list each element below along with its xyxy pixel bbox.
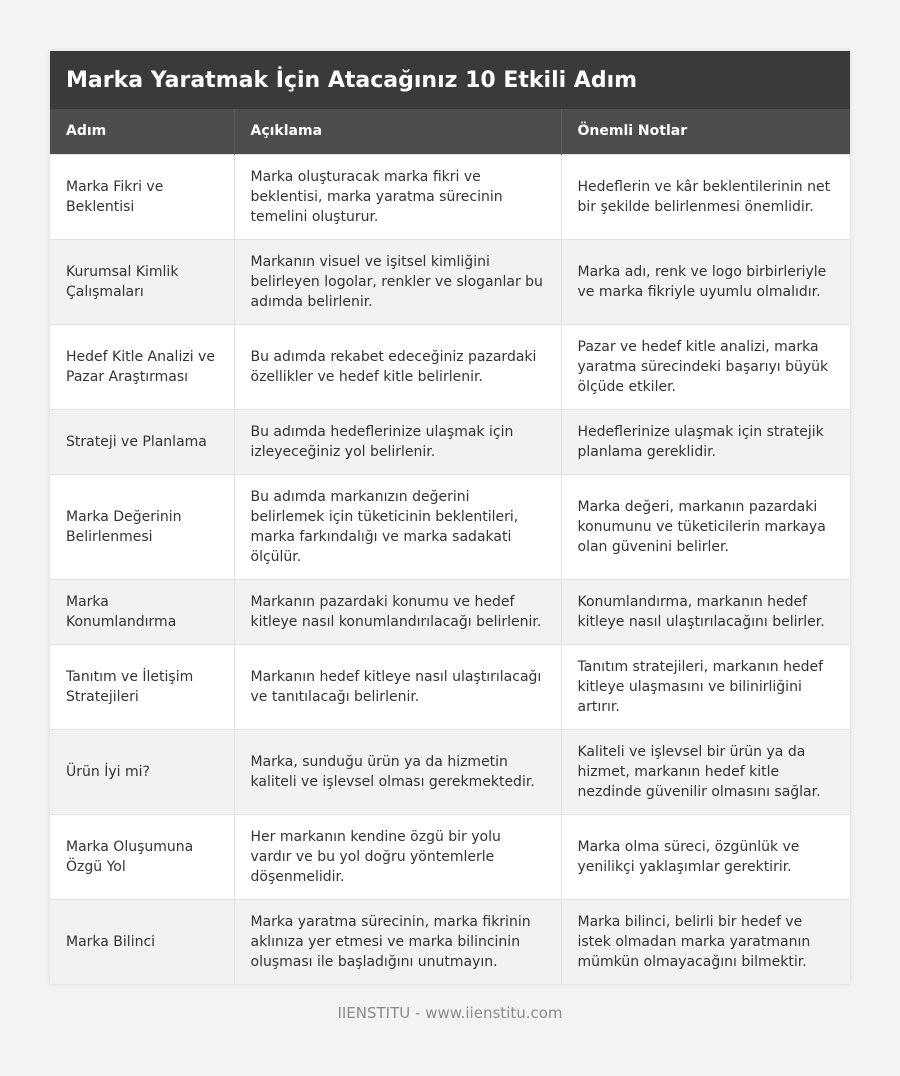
- notes-cell: Pazar ve hedef kitle analizi, marka yaratma sürecindeki başarıyı büyük ölçüde etkiler.: [561, 324, 850, 409]
- table-row: [50, 239, 850, 324]
- step-cell: Ürün İyi mi?: [50, 729, 234, 814]
- step-cell: Marka Oluşumuna Özgü Yol: [50, 814, 234, 899]
- table-row: [50, 814, 850, 899]
- table-row: [50, 644, 850, 729]
- table-row: [50, 154, 850, 239]
- table-row: [50, 579, 850, 644]
- notes-cell: Marka değeri, markanın pazardaki konumunu ve tüketicilerin markaya olan güvenini belirler.: [561, 474, 850, 579]
- step-cell: Marka Konumlandırma: [50, 579, 234, 644]
- notes-cell: Kaliteli ve işlevsel bir ürün ya da hizmet, markanın hedef kitle nezdinde güvenilir olmasını sağlar.: [561, 729, 850, 814]
- header-row: [50, 109, 850, 154]
- step-cell: Strateji ve Planlama: [50, 409, 234, 474]
- column-header-description: Açıklama: [234, 109, 561, 154]
- notes-cell: Marka adı, renk ve logo birbirleriyle ve marka fikriyle uyumlu olmalıdır.: [561, 239, 850, 324]
- step-cell: Marka Bilinci: [50, 899, 234, 984]
- steps-table: [50, 109, 850, 984]
- description-cell: Marka oluşturacak marka fikri ve beklentisi, marka yaratma sürecinin temelini oluşturur.: [234, 154, 561, 239]
- step-cell: Marka Fikri ve Beklentisi: [50, 154, 234, 239]
- description-cell: Markanın visuel ve işitsel kimliğini belirleyen logolar, renkler ve sloganlar bu adımda belirlenir.: [234, 239, 561, 324]
- table-row: [50, 729, 850, 814]
- description-cell: Bu adımda hedeflerinize ulaşmak için izleyeceğiniz yol belirlenir.: [234, 409, 561, 474]
- step-cell: Hedef Kitle Analizi ve Pazar Araştırması: [50, 324, 234, 409]
- description-cell: Bu adımda rekabet edeceğiniz pazardaki özellikler ve hedef kitle belirlenir.: [234, 324, 561, 409]
- step-cell: Tanıtım ve İletişim Stratejileri: [50, 644, 234, 729]
- steps-table-card: [50, 51, 850, 984]
- description-cell: Marka, sunduğu ürün ya da hizmetin kaliteli ve işlevsel olması gerekmektedir.: [234, 729, 561, 814]
- step-cell: Kurumsal Kimlik Çalışmaları: [50, 239, 234, 324]
- table-title: Marka Yaratmak İçin Atacağınız 10 Etkili Adım: [50, 51, 850, 109]
- description-cell: Marka yaratma sürecinin, marka fikrinin aklınıza yer etmesi ve marka bilincinin oluşması ile başladığını unutmayın.: [234, 899, 561, 984]
- description-cell: Markanın pazardaki konumu ve hedef kitleye nasıl konumlandırılacağı belirlenir.: [234, 579, 561, 644]
- notes-cell: Hedeflerin ve kâr beklentilerinin net bir şekilde belirlenmesi önemlidir.: [561, 154, 850, 239]
- table-row: [50, 324, 850, 409]
- step-cell: Marka Değerinin Belirlenmesi: [50, 474, 234, 579]
- description-cell: Her markanın kendine özgü bir yolu vardır ve bu yol doğru yöntemlerle döşenmelidir.: [234, 814, 561, 899]
- column-header-notes: Önemli Notlar: [561, 109, 850, 154]
- description-cell: Bu adımda markanızın değerini belirlemek için tüketicinin beklentileri, marka farkındalığı ve marka sadakati ölçülür.: [234, 474, 561, 579]
- notes-cell: Marka bilinci, belirli bir hedef ve istek olmadan marka yaratmanın mümkün olmayacağını bilmektir.: [561, 899, 850, 984]
- footer-credit: IIENSTITU - www.iienstitu.com: [337, 1004, 563, 1022]
- description-cell: Markanın hedef kitleye nasıl ulaştırılacağı ve tanıtılacağı belirlenir.: [234, 644, 561, 729]
- table-row: [50, 899, 850, 984]
- notes-cell: Hedeflerinize ulaşmak için stratejik planlama gereklidir.: [561, 409, 850, 474]
- notes-cell: Marka olma süreci, özgünlük ve yenilikçi yaklaşımlar gerektirir.: [561, 814, 850, 899]
- table-row: [50, 474, 850, 579]
- notes-cell: Tanıtım stratejileri, markanın hedef kitleye ulaşmasını ve bilinirliğini artırır.: [561, 644, 850, 729]
- column-header-step: Adım: [50, 109, 234, 154]
- notes-cell: Konumlandırma, markanın hedef kitleye nasıl ulaştırılacağını belirler.: [561, 579, 850, 644]
- table-row: [50, 409, 850, 474]
